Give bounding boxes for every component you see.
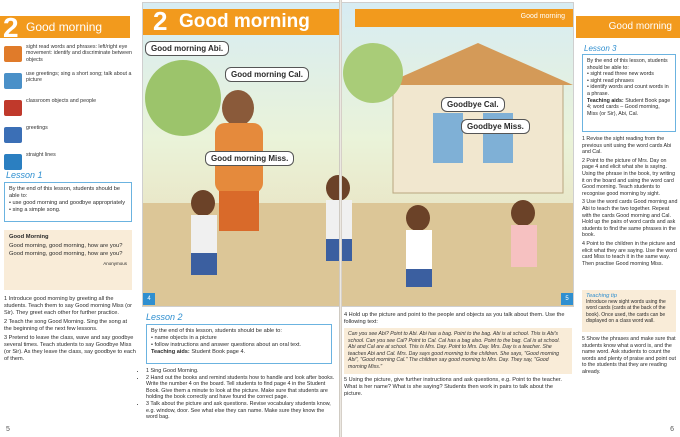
inner-page-number: 5 bbox=[561, 293, 573, 305]
lesson1-step: 3 Pretend to leave the class, wave and say goodbye several times. Teach students to say Goodbye Miss (or Sir). As they leave the class, say goodbye to each of them. bbox=[4, 335, 136, 362]
lesson1-intro: By the end of this lesson, students should be able to: bbox=[9, 186, 121, 199]
objective-text: greetings bbox=[26, 125, 48, 131]
lines-icon bbox=[4, 154, 22, 170]
objective-text: classroom objects and people bbox=[26, 98, 97, 104]
unit-title: Good morning bbox=[26, 20, 103, 34]
objective-reading bbox=[4, 44, 140, 68]
lesson3-step: 1 Revise the sight reading from the previous unit using the word cards Abi and Cal. bbox=[582, 136, 672, 156]
lesson2-bullet: • name objects in a picture bbox=[151, 335, 217, 341]
song-box bbox=[4, 230, 132, 290]
lesson3-step: 2 Point to the picture of Mrs. Day on page 4 and elicit what she is saying. Using the phrase in the book, try writing it on the board and using the word card Good morning. Teach students to recognise good morning by sight. bbox=[582, 157, 676, 197]
lesson3-bullet: • identify words and count words in a phrase. bbox=[587, 84, 669, 97]
lesson2-step: • 1 Sing Good Morning. bbox=[146, 368, 336, 375]
lesson2-step-5: 5 Using the picture, give further instructions and ask questions, e.g. Point to the teacher. What is her name? What is she saying? Students then work in pairs to talk about the picture. bbox=[344, 376, 562, 397]
lesson3-steps bbox=[582, 136, 678, 269]
left-page-number: 5 bbox=[6, 426, 10, 433]
lesson2-teaching-aids: Teaching aids: Student Book page 4. bbox=[151, 349, 246, 355]
lesson3-step: 4 Point to the children in the picture and elicit what they are saying. Use the word card Miss to teach it in the same way. Then practise Good morning Miss. bbox=[582, 240, 677, 267]
lesson3-step-5: 5 Show the phrases and make sure that students know what a word is, and the name word. Ask students to count the words and plenty of praise and point out to the students that they are reading already. bbox=[582, 336, 676, 375]
speech-bubble: Goodbye Miss. bbox=[461, 119, 530, 134]
speech-icon bbox=[4, 73, 22, 89]
picture-icon bbox=[4, 100, 22, 116]
objective-text: use greetings; sing a short song; talk about a picture bbox=[26, 71, 132, 84]
teaching-tip-box bbox=[582, 290, 676, 332]
objectives-list bbox=[4, 44, 140, 179]
lesson3-bullet: • sight read phrases bbox=[587, 77, 634, 84]
lesson2-objectives-box bbox=[146, 324, 332, 364]
illustration-right-bar bbox=[355, 9, 574, 27]
lesson1-step: 1 Introduce good morning by greeting all the students. Teach them to say Good morning Miss (or Sir). They greet each other for further practice. bbox=[4, 296, 132, 316]
lesson2-step-4: 4 Hold up the picture and point to the people and objects as you talk about them. Use the following text: bbox=[344, 312, 565, 325]
song-title: Good Morning bbox=[9, 234, 49, 240]
right-header-bar bbox=[576, 16, 680, 38]
speech-bubble: Good morning Abi. bbox=[145, 41, 229, 56]
lesson2-intro: By the end of this lesson, students should be able to: bbox=[151, 328, 282, 334]
lesson1-steps bbox=[4, 296, 136, 365]
objective-speaking bbox=[4, 71, 140, 95]
lesson2-step: • 3 Talk about the picture and ask questions. Revise vocabulary students know, e.g. window, door. See what else they can name. Make sure they know the word bag. bbox=[146, 401, 336, 421]
greetings-icon bbox=[4, 127, 22, 143]
objective-greetings bbox=[4, 125, 140, 149]
lesson2-steps bbox=[146, 368, 336, 421]
lesson3-intro: By the end of this lesson, students should be able to: bbox=[587, 58, 668, 71]
objective-vocabulary bbox=[4, 98, 140, 122]
lesson2-heading: Lesson 2 bbox=[146, 312, 183, 322]
right-header-title: Good morning bbox=[608, 21, 672, 32]
lesson2-step: • 2 Hand out the books and remind students how to handle and look after books. Write the number 4 on the board. Tell students to find page 4 in the Student Book. Give them a minute to look at the picture. Make sure that students are holding the book correctly and have found the correct page. bbox=[146, 375, 336, 401]
speech-bubble: Good morning Miss. bbox=[205, 151, 294, 166]
lesson1-heading: Lesson 1 bbox=[6, 170, 43, 180]
left-header-bar bbox=[0, 12, 130, 43]
lesson3-bullet: • sight read three new words bbox=[587, 71, 654, 78]
lesson3-teaching-aids: Teaching aids: Student Book page 4; word cards – Good morning, Miss (or Sir), Abi, Cal. bbox=[587, 97, 671, 117]
song-line: Good morning, good morning, how are you? bbox=[9, 243, 123, 250]
student-book-illustration bbox=[142, 2, 574, 307]
abc-book-icon bbox=[4, 46, 22, 62]
illustration-right-title: Good morning bbox=[520, 13, 565, 20]
song-author: Anonymous bbox=[103, 261, 127, 267]
lesson1-bullet: • sing a simple song. bbox=[9, 207, 61, 213]
lesson1-objectives-box bbox=[4, 182, 132, 222]
illustration-title: Good morning bbox=[179, 11, 310, 32]
teaching-tip-text: Introduce new sight words using the word cards (cards at the back of the book). Once used, the cards can be displayed on a class word wall. bbox=[586, 299, 666, 324]
unit-number: 2 bbox=[3, 12, 19, 43]
objective-text: straight lines bbox=[26, 152, 56, 158]
speech-bubble: Good morning Cal. bbox=[225, 67, 309, 82]
lesson3-objectives-box bbox=[582, 54, 676, 132]
speech-bubble: Goodbye Cal. bbox=[441, 97, 505, 112]
lesson3-step: 3 Use the word cards Good morning and Abi to teach the two together. Repeat with the cards Good morning and Cal. Hold up the pairs of word cards and ask students to find the same phrases in the book. bbox=[582, 199, 678, 239]
right-page-number: 6 bbox=[670, 426, 674, 433]
teaching-tip-heading: Teaching tip bbox=[586, 293, 618, 299]
lesson2-bullet: • follow instructions and answer questions about an oral text. bbox=[151, 342, 301, 348]
objective-text: sight read words and phrases: left/right eye movement: identify and discriminate between objects bbox=[26, 44, 132, 63]
lesson1-bullet: • use good morning and goodbye appropriately bbox=[9, 200, 126, 206]
song-line: Good morning, good morning, how are you? bbox=[9, 250, 123, 257]
lesson1-step: 2 Teach the song Good Morning. Sing the song at the beginning of the next few lessons. bbox=[4, 319, 128, 332]
lesson3-heading: Lesson 3 bbox=[584, 44, 617, 53]
teacher-script-box: Can you see Abi? Point to Abi. Abi has a bag. Point to the bag. Abi is at school. This is Abi's school. Can you see Cal? Point to Cal. Cal has a bag also. Point to the bag. Cal is at school. Abi and Cal are at school. This is Mrs. Day. Point to Mrs. Day. Mrs. Day is a teacher. She teaches Abi and Cal. Mrs. Day says good morning to the children. She says, "Good morning Abi", "Good morning Cal." The children say good morning to Mrs. Day. They say, "Good morning Miss." bbox=[344, 328, 572, 374]
book-gutter bbox=[339, 0, 342, 437]
lesson2-continued-steps bbox=[344, 312, 572, 398]
illustration-title-bar bbox=[143, 6, 339, 36]
illustration-unit-number: 2 bbox=[153, 6, 168, 36]
inner-page-number: 4 bbox=[143, 293, 155, 305]
